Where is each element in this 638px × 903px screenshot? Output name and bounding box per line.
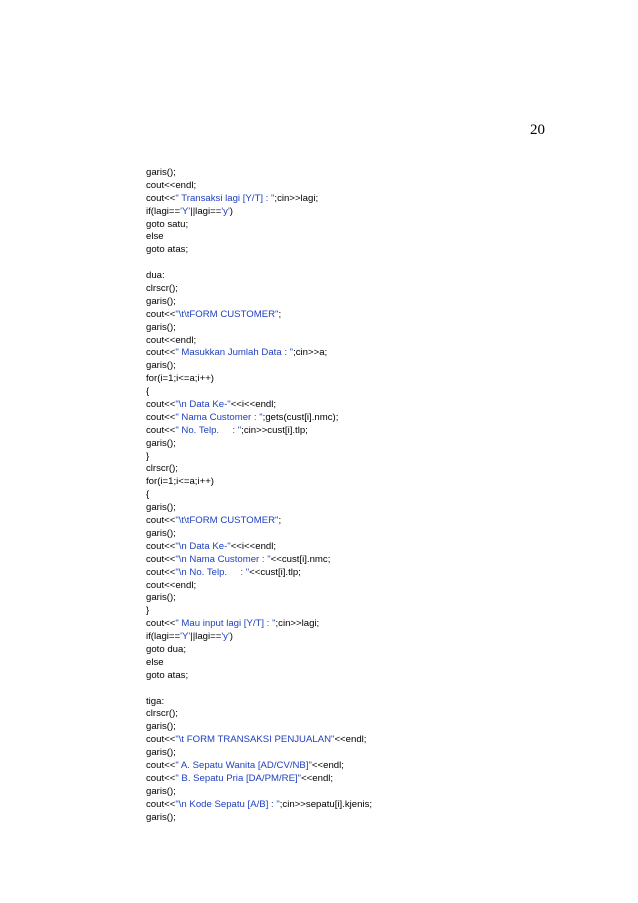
blank-line	[146, 257, 616, 270]
code-line	[146, 373, 616, 386]
code-line	[146, 322, 616, 335]
code-token: garis();	[146, 747, 176, 759]
code-line	[146, 360, 616, 373]
string-literal: " Transaksi lagi [Y/T] : "	[175, 192, 275, 204]
code-line	[146, 644, 616, 657]
code-token: <<cust[i].tlp;	[249, 566, 301, 578]
code-token: goto atas;	[146, 669, 189, 681]
code-token: garis();	[146, 721, 176, 733]
code-token: <<cust[i].nmc;	[270, 553, 331, 565]
string-literal: "\n Data Ke-"	[175, 399, 231, 411]
code-line	[146, 167, 616, 180]
code-token: cout<<	[146, 308, 176, 320]
code-token: for(i=1;i<=a;i++)	[146, 476, 214, 488]
code-token: <<i<<endl;	[230, 399, 277, 411]
code-line	[146, 631, 616, 644]
code-line	[146, 515, 616, 528]
string-literal: "\n Kode Sepatu [A/B] : "	[175, 798, 280, 810]
code-token: ;cin>>cust[i].tlp;	[241, 424, 308, 436]
code-line	[146, 347, 616, 360]
code-token: garis();	[146, 785, 176, 797]
code-token: <<endl;	[334, 734, 367, 746]
string-literal: "\n Nama Customer : "	[175, 553, 271, 565]
code-token: cout<<	[146, 515, 176, 527]
code-line	[146, 438, 616, 451]
code-token: garis();	[146, 321, 176, 333]
code-token: for(i=1;i<=a;i++)	[146, 373, 214, 385]
code-token: goto satu;	[146, 218, 189, 230]
string-literal: 'y'	[221, 205, 230, 217]
code-line	[146, 799, 616, 812]
code-token: garis();	[146, 592, 176, 604]
string-literal: " Mau input lagi [Y/T] : "	[175, 618, 276, 630]
code-token: <<i<<endl;	[230, 540, 277, 552]
code-token: <<endl;	[301, 772, 334, 784]
string-literal: "\n No. Telp. : "	[175, 566, 250, 578]
code-line	[146, 206, 616, 219]
code-token: garis();	[146, 437, 176, 449]
code-token: garis();	[146, 167, 176, 178]
code-line	[146, 425, 616, 438]
code-token: }	[146, 605, 150, 617]
code-token: ;cin>>sepatu[i].kjenis;	[279, 798, 373, 810]
code-token: tiga:	[146, 695, 165, 707]
code-token: garis();	[146, 502, 176, 514]
code-token: cout<<	[146, 759, 176, 771]
code-line	[146, 580, 616, 593]
code-token: if(lagi==	[146, 205, 181, 217]
code-token: garis();	[146, 295, 176, 307]
code-line	[146, 528, 616, 541]
code-line	[146, 786, 616, 799]
code-line	[146, 567, 616, 580]
string-literal: " Masukkan Jumlah Data : "	[175, 347, 294, 359]
code-token: ;cin>>lagi;	[275, 618, 320, 630]
code-token: <<endl;	[311, 759, 344, 771]
code-token: ;cin>>a;	[293, 347, 328, 359]
code-line	[146, 180, 616, 193]
code-token: ;cin>>lagi;	[274, 192, 319, 204]
code-token: cout<<	[146, 411, 176, 423]
code-token: dua:	[146, 270, 165, 282]
string-literal: "\n Data Ke-"	[175, 540, 231, 552]
code-line	[146, 219, 616, 232]
code-token: cout<<endl;	[146, 179, 197, 191]
code-line	[146, 502, 616, 515]
code-token: cout<<	[146, 553, 176, 565]
code-line	[146, 399, 616, 412]
code-line	[146, 335, 616, 348]
code-line	[146, 747, 616, 760]
code-token: )	[229, 631, 233, 643]
code-token: cout<<	[146, 424, 176, 436]
code-line	[146, 554, 616, 567]
code-token: cout<<endl;	[146, 579, 197, 591]
code-token: ||lagi==	[190, 205, 222, 217]
code-line	[146, 296, 616, 309]
code-token: ;	[278, 515, 282, 527]
string-literal: 'Y'	[180, 631, 191, 643]
code-token: cout<<	[146, 734, 176, 746]
code-token: else	[146, 231, 164, 243]
code-token: ||lagi==	[190, 631, 222, 643]
code-token: cout<<	[146, 399, 176, 411]
code-token: {	[146, 489, 150, 501]
code-line	[146, 541, 616, 554]
code-token: ;gets(cust[i].nmc);	[262, 411, 339, 423]
code-line	[146, 270, 616, 283]
code-token: goto atas;	[146, 244, 189, 256]
code-line	[146, 618, 616, 631]
code-token: garis();	[146, 811, 176, 823]
code-line	[146, 773, 616, 786]
code-token: clrscr();	[146, 708, 178, 720]
string-literal: 'y'	[221, 631, 230, 643]
code-line	[146, 231, 616, 244]
code-token: clrscr();	[146, 283, 178, 295]
code-line	[146, 309, 616, 322]
code-line	[146, 708, 616, 721]
code-token: )	[229, 205, 233, 217]
code-line	[146, 657, 616, 670]
code-token: cout<<	[146, 618, 176, 630]
page-number: 20	[530, 122, 545, 138]
code-token: cout<<	[146, 540, 176, 552]
code-line	[146, 760, 616, 773]
code-line	[146, 489, 616, 502]
code-token: cout<<	[146, 347, 176, 359]
code-line	[146, 463, 616, 476]
code-token: cout<<	[146, 192, 176, 204]
string-literal: " Nama Customer : "	[175, 411, 263, 423]
code-token: cout<<	[146, 772, 176, 784]
code-token: ;	[278, 308, 282, 320]
string-literal: " No. Telp. : "	[175, 424, 242, 436]
code-line	[146, 812, 616, 825]
string-literal: "\t\tFORM CUSTOMER"	[175, 515, 279, 527]
code-token: if(lagi==	[146, 631, 181, 643]
code-line	[146, 244, 616, 257]
code-token: cout<<	[146, 566, 176, 578]
code-listing	[146, 167, 616, 824]
code-token: garis();	[146, 527, 176, 539]
code-line	[146, 386, 616, 399]
code-token: clrscr();	[146, 463, 178, 475]
code-token: cout<<	[146, 798, 176, 810]
code-line	[146, 734, 616, 747]
code-token: else	[146, 656, 164, 668]
code-line	[146, 592, 616, 605]
code-line	[146, 605, 616, 618]
code-token: goto dua;	[146, 643, 187, 655]
code-line	[146, 721, 616, 734]
code-line	[146, 283, 616, 296]
blank-line	[146, 683, 616, 696]
code-line	[146, 193, 616, 206]
string-literal: 'Y'	[180, 205, 191, 217]
code-line	[146, 451, 616, 464]
code-token: cout<<endl;	[146, 334, 197, 346]
string-literal: " B. Sepatu Pria [DA/PM/RE]"	[175, 772, 302, 784]
string-literal: "\t FORM TRANSAKSI PENJUALAN"	[175, 734, 335, 746]
code-line	[146, 670, 616, 683]
code-token: garis();	[146, 360, 176, 372]
code-token: }	[146, 450, 150, 462]
code-line	[146, 476, 616, 489]
string-literal: "\t\tFORM CUSTOMER"	[175, 308, 279, 320]
code-line	[146, 412, 616, 425]
string-literal: " A. Sepatu Wanita [AD/CV/NB]"	[175, 759, 312, 771]
code-line	[146, 696, 616, 709]
code-token: {	[146, 386, 150, 398]
